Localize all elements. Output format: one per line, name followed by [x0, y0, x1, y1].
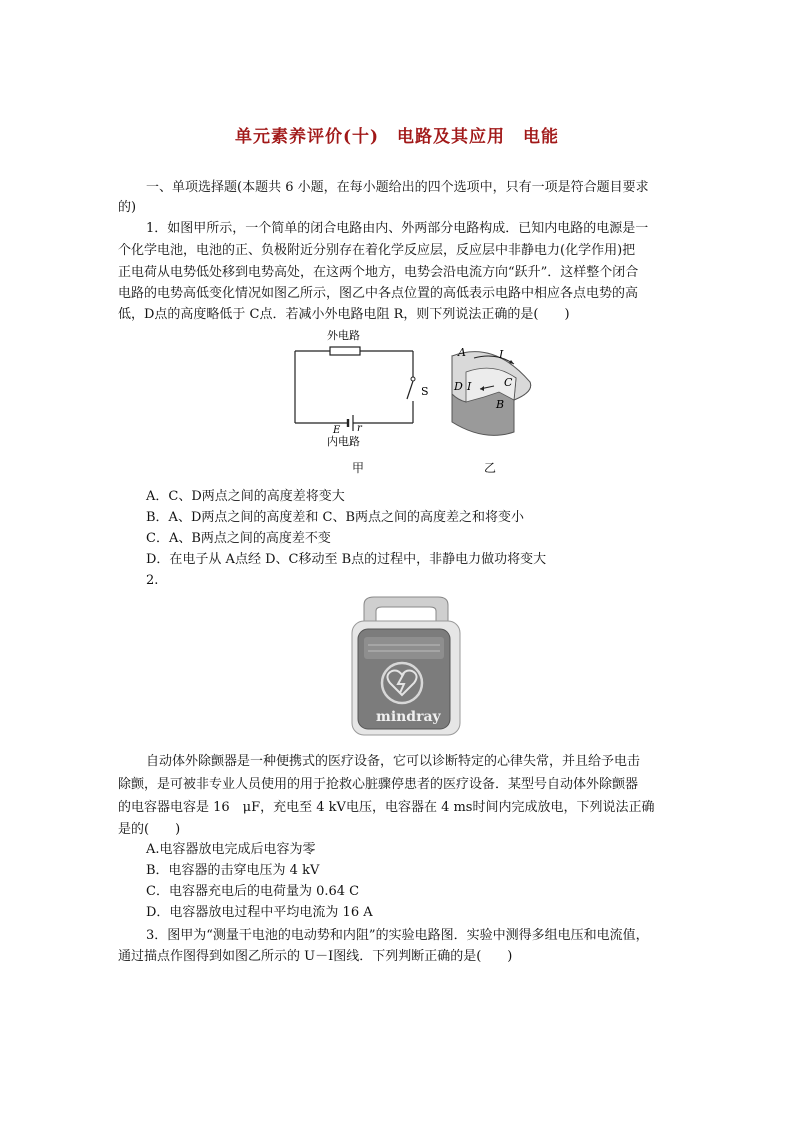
figure-jia-caption: 甲	[352, 461, 365, 475]
q2-line-4: 是的( )	[118, 822, 181, 837]
point-d-label: D	[454, 380, 463, 393]
q1-line-3: 正电荷从电势低处移到电势高处，在这两个地方，电势会沿电流方向“跃升”．这样整个闭合	[118, 265, 639, 280]
resistor	[330, 347, 360, 355]
q1-option-c: C．A、B两点之间的高度差不变	[146, 531, 331, 546]
q3-line-2: 通过描点作图得到如图乙所示的 U－I图线．下列判断正确的是( )	[118, 949, 513, 964]
q2-option-a: A.电容器放电完成后电容为零	[146, 842, 316, 857]
label-outer-circuit: 外电路	[327, 329, 360, 342]
q1-line-4: 电路的电势高低变化情况如图乙所示，图乙中各点位置的高低表示电路中相应各点电势的高	[118, 286, 639, 301]
q2-option-b: B．电容器的击穿电压为 4 kV	[146, 863, 320, 878]
point-c-label: C	[504, 376, 513, 389]
q1-line-2: 个化学电池，电池的正、负极附近分别存在着化学反应层，反应层中非静电力(化学作用)把	[118, 243, 636, 258]
brand-logo: mindray	[376, 709, 441, 725]
q2-line-3: 的电容器电容是 16 μF，充电至 4 kV电压，电容器在 4 ms时间内完成放电，下列说法正确	[118, 800, 655, 815]
switch-contact	[411, 377, 415, 381]
current-label-inner: I	[467, 380, 472, 393]
label-inner-circuit: 内电路	[327, 435, 360, 448]
q2-number: 2.	[146, 573, 159, 588]
switch-blade	[407, 381, 413, 399]
section-header-line-2: 的)	[118, 200, 137, 215]
aed-handle	[364, 597, 448, 623]
figure-yi-caption: 乙	[484, 461, 497, 475]
q1-option-b: B．A、D两点之间的高度差和 C、B两点之间的高度差之和将变小	[146, 510, 524, 525]
q2-option-c: C．电容器充电后的电荷量为 0.64 C	[146, 884, 360, 899]
label-emf: E	[333, 425, 341, 436]
aed-device-image	[346, 595, 466, 740]
q3-line-1: 3．图甲为“测量干电池的电动势和内阻”的实验电路图．实验中测得多组电压和电流值，	[146, 928, 649, 943]
q1-line-5: 低，D点的高度略低于 C点．若减小外电路电阻 R，则下列说法正确的是( )	[118, 307, 570, 322]
figure-jia-circuit	[285, 327, 435, 452]
q2-option-d: D．电容器放电过程中平均电流为 16 A	[146, 905, 373, 920]
q2-line-1: 自动体外除颤器是一种便携式的医疗设备，它可以诊断特定的心律失常，并且给予电击	[146, 754, 641, 769]
q1-option-d: D．在电子从 A点经 D、C移动至 B点的过程中，非静电力做功将变大	[146, 552, 547, 567]
label-internal-resistance: r	[357, 423, 362, 434]
page-title: 单元素养评价(十) 电路及其应用 电能	[234, 127, 560, 147]
section-header-line-1: 一、单项选择题(本题共 6 小题，在每小题给出的四个选项中，只有一项是符合题目要求	[146, 180, 649, 195]
point-a-label: A	[458, 346, 466, 359]
q1-option-a: A．C、D两点之间的高度差将变大	[146, 489, 345, 504]
label-switch: S	[421, 385, 429, 398]
point-b-label: B	[496, 398, 505, 411]
current-label-top: I	[499, 348, 504, 361]
figure-yi-potential	[444, 342, 544, 447]
q2-line-2: 除颤，是可被非专业人员使用的用于抢救心脏骤停患者的医疗设备．某型号自动体外除颤器	[118, 777, 639, 792]
q1-line-1: 1．如图甲所示，一个简单的闭合电路由内、外两部分电路构成．已知内电路的电源是一	[146, 221, 649, 236]
